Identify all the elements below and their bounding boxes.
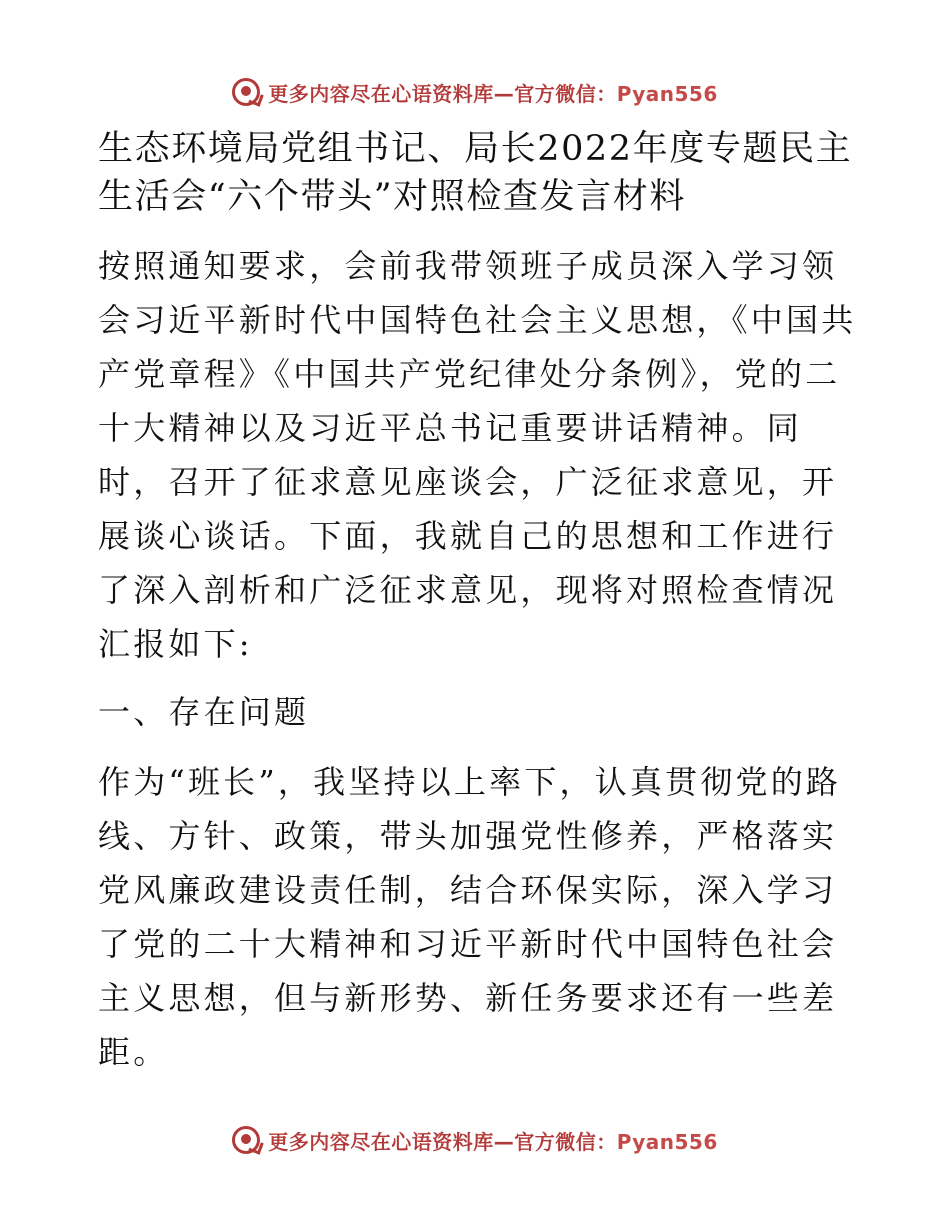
watermark-text [268, 78, 718, 107]
paragraph-intro: 按照通知要求，会前我带领班子成员深入学习领会习近平新时代中国特色社会主义思想，《中国共产党章程》《中国共产党纪律处分条例》，党的二十大精神以及习近平总书记重要讲话精神。同时，召开了征求意见座谈会，广泛征求意见，开展谈心谈话。下面，我就自己的思想和工作进行了深入剖析和广泛征求意见，现将对照检查情况汇报如下: [98, 247, 857, 663]
watermark-separator: — [493, 81, 515, 106]
watermark-header [0, 70, 950, 114]
watermark-separator: — [493, 1129, 515, 1154]
watermark-main: 更多内容尽在心语资料库 [268, 1129, 494, 1154]
watermark-contact-label: 官方微信： [514, 1129, 617, 1154]
pen-logo-icon [232, 78, 260, 106]
watermark-text [268, 1126, 718, 1155]
section-heading: 一、存在问题 [98, 693, 310, 731]
watermark-contact-id: Pyan556 [616, 81, 718, 106]
document-title: 生态环境局党组书记、局长2022年度专题民主生活会“六个带头”对照检查发言材料 [98, 129, 853, 217]
pen-logo-icon [232, 1126, 260, 1154]
document-body [98, 125, 858, 1079]
paragraph-existing-problems: 作为“班长”，我坚持以上率下，认真贯彻党的路线、方针、政策，带头加强党性修养，严格落实党风廉政建设责任制，结合环保实际，深入学习了党的二十大精神和习近平新时代中国特色社会主义思想，但与新形势、新任务要求还有一些差距。 [98, 763, 842, 1071]
watermark-footer [0, 1118, 950, 1162]
watermark-contact-label: 官方微信： [514, 81, 617, 106]
watermark-contact-id: Pyan556 [616, 1129, 718, 1154]
watermark-main: 更多内容尽在心语资料库 [268, 81, 494, 106]
